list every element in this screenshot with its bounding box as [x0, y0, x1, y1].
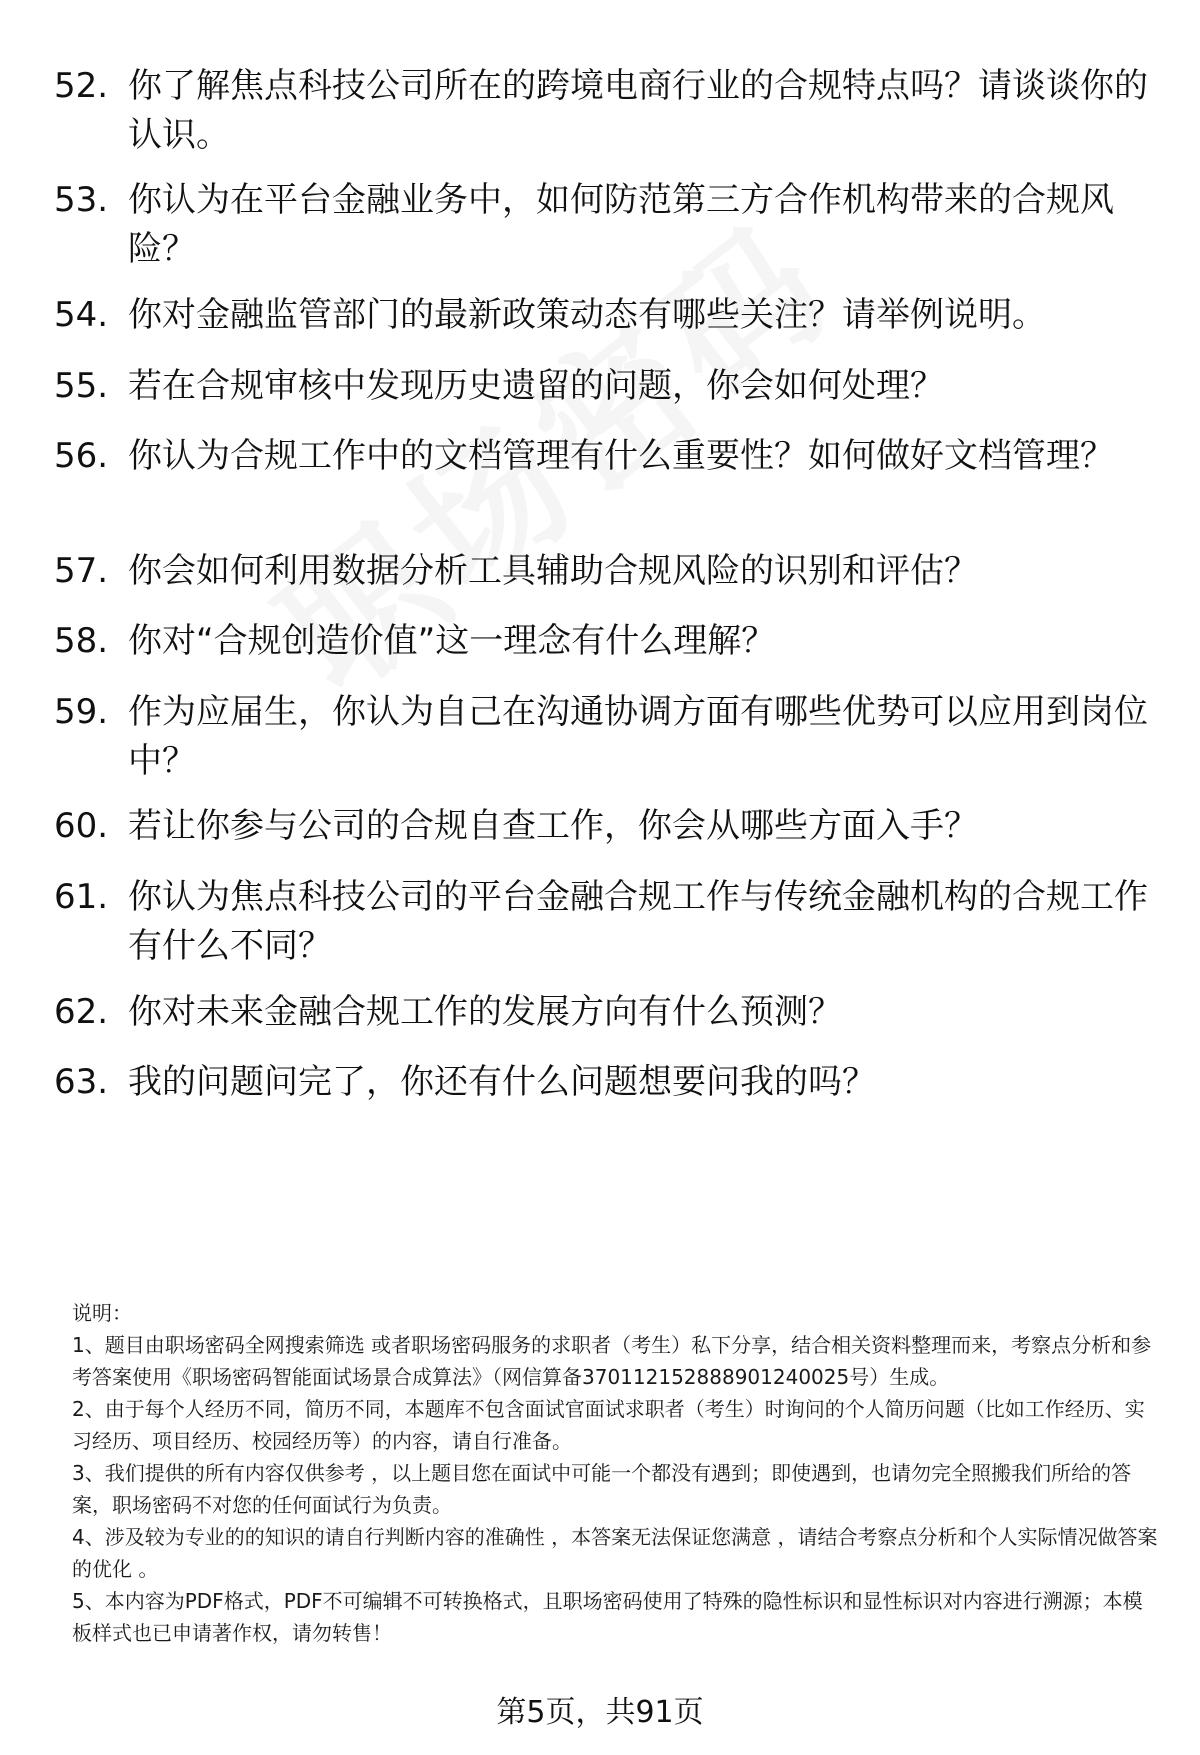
question-text: 若在合规审核中发现历史遗留的问题，你会如何处理？ [128, 366, 944, 406]
question-item-63 [54, 1058, 1164, 1107]
page-number-footer: 第5页，共91页 [496, 1695, 704, 1730]
question-item-60 [54, 802, 1164, 851]
question-number: 62. [54, 992, 109, 1032]
question-item-59 [54, 688, 1164, 786]
notes-section [72, 1297, 1158, 1649]
question-text: 你对金融监管部门的最新政策动态有哪些关注？请举例说明。 [128, 295, 1046, 335]
question-text: 作为应届生，你认为自己在沟通协调方面有哪些优势可以应用到岗位中？ [128, 692, 1148, 781]
question-number: 52. [54, 66, 109, 106]
question-number: 63. [54, 1062, 109, 1102]
note-item-3: 3、我们提供的所有内容仅供参考 ，以上题目您在面试中可能一个都没有遇到；即使遇到，也请勿完全照搬我们所给的答案，职场密码不对您的任何面试行为负责。 [72, 1461, 1132, 1517]
question-text: 你认为在平台金融业务中，如何防范第三方合作机构带来的合规风险？ [128, 180, 1114, 269]
question-text: 你会如何利用数据分析工具辅助合规风险的识别和评估？ [128, 551, 978, 591]
question-number: 53. [54, 180, 109, 220]
question-text: 若让你参与公司的合规自查工作，你会从哪些方面入手？ [128, 806, 978, 846]
question-number: 60. [54, 806, 109, 846]
question-number: 55. [54, 366, 109, 406]
question-number: 59. [54, 692, 109, 732]
question-item-56 [54, 432, 1164, 481]
question-text: 你对“合规创造价值”这一理念有什么理解？ [128, 621, 776, 661]
question-text: 我的问题问完了，你还有什么问题想要问我的吗？ [128, 1062, 876, 1102]
note-item-2: 2、由于每个人经历不同，简历不同，本题库不包含面试官面试求职者（考生）时询问的个人简历问题（比如工作经历、实习经历、项目经历、校园经历等）的内容，请自行准备。 [72, 1397, 1145, 1453]
question-item-54 [54, 291, 1164, 340]
question-item-52 [54, 62, 1164, 160]
question-item-62 [54, 988, 1164, 1037]
question-item-57 [54, 547, 1164, 596]
question-item-53 [54, 176, 1164, 274]
question-item-55 [54, 362, 1164, 411]
question-item-58 [54, 617, 1164, 666]
question-number: 54. [54, 295, 109, 335]
question-text: 你了解焦点科技公司所在的跨境电商行业的合规特点吗？请谈谈你的认识。 [128, 66, 1148, 155]
question-number: 56. [54, 436, 109, 476]
note-item-1: 1、题目由职场密码全网搜索筛选 或者职场密码服务的求职者（考生）私下分享，结合相关资料整理而来，考察点分析和参考答案使用《职场密码智能面试场景合成算法》（网信算备370112152888901240025号）生成。 [72, 1333, 1152, 1389]
question-item-61 [54, 873, 1164, 971]
note-item-4: 4、涉及较为专业的的知识的请自行判断内容的准确性 ，本答案无法保证您满意 ，请结合考察点分析和个人实际情况做答案的优化 。 [72, 1525, 1158, 1581]
question-text: 你对未来金融合规工作的发展方向有什么预测？ [128, 992, 842, 1032]
notes-heading: 说明： [72, 1301, 132, 1325]
question-number: 58. [54, 621, 109, 661]
question-text: 你认为焦点科技公司的平台金融合规工作与传统金融机构的合规工作有什么不同？ [128, 877, 1148, 966]
question-number: 57. [54, 551, 109, 591]
question-number: 61. [54, 877, 109, 917]
note-item-5: 5、本内容为PDF格式，PDF不可编辑不可转换格式，且职场密码使用了特殊的隐性标识和显性标识对内容进行溯源；本模板样式也已申请著作权，请勿转售！ [72, 1589, 1143, 1645]
question-text: 你认为合规工作中的文档管理有什么重要性？如何做好文档管理？ [128, 436, 1114, 476]
